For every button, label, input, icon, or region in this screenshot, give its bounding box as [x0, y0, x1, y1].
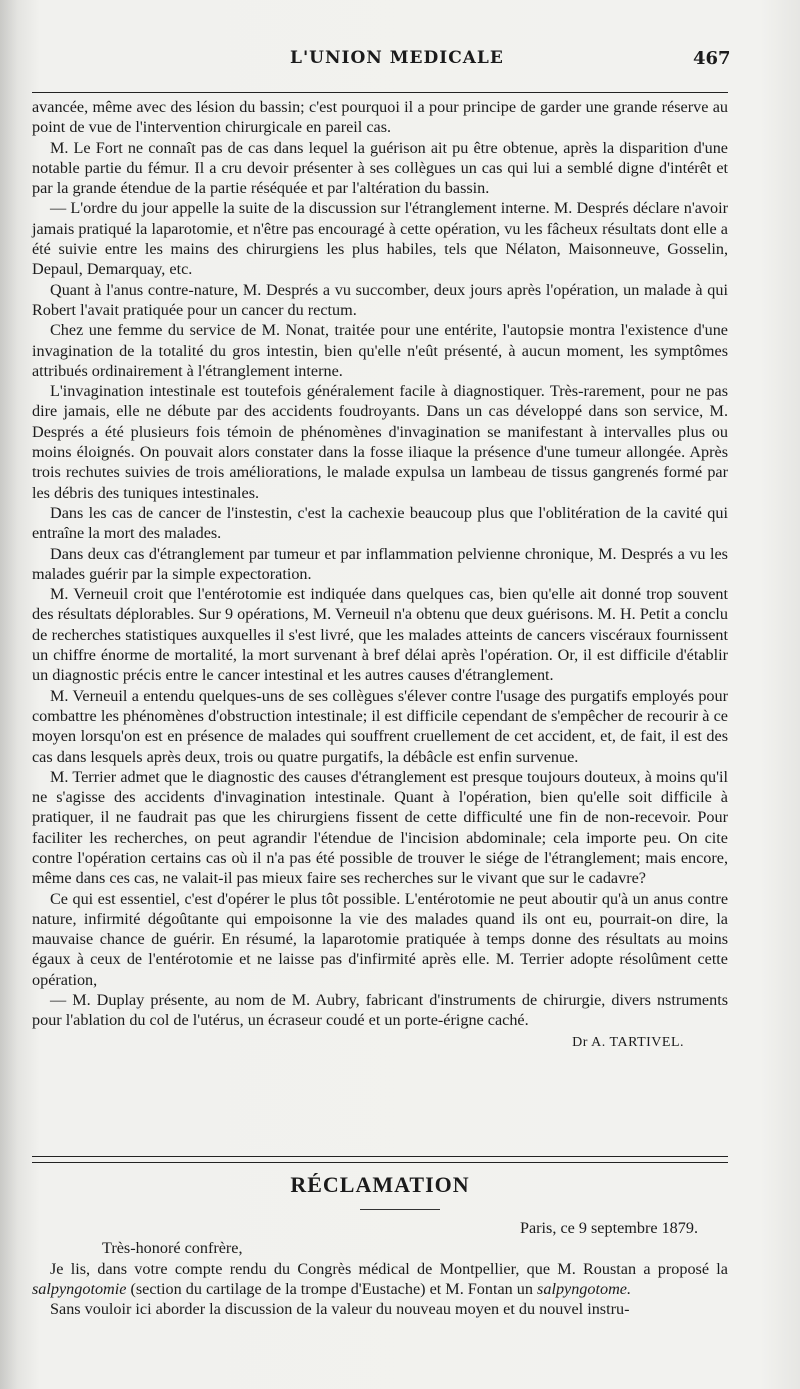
paragraph: L'invagination intestinale est toutefois généralement facile à diagnostiquer. Très-rarement, pour ne pas dire jamais, elle ne débute par des accidents foudroyants. Dans un cas développé dans son service, M. Després a été plusieurs fois témoin de phénomènes d'invagination se manifestant à intervalles plus ou moins éloignés. On pouvait alors constater dans la fosse iliaque la présence d'une tumeur allongée. Après trois rechutes suivies de trois améliorations, le malade expulsa un lambeau de tissus gangrenés formé par les débris des tuniques intestinales.	[32, 382, 728, 502]
title-underline	[360, 1209, 440, 1210]
paragraph: Quant à l'anus contre-nature, M. Després a vu succomber, deux jours après l'opération, un malade à qui Robert l'avait pratiquée pour un cancer du rectum.	[32, 280, 728, 319]
page-number: 467	[693, 48, 731, 69]
paragraph: Dans les cas de cancer de l'instestin, c'est la cachexie beaucoup plus que l'oblitération de la cavité qui entraîne la mort des malades.	[32, 503, 728, 543]
running-title: L'UNION MEDICALE	[290, 48, 504, 68]
paragraph: avancée, même avec des lésion du bassin; c'est pourquoi il a pour principe de garder une grande réserve au point de vue de l'intervention chirurgicale en pareil cas.	[32, 98, 728, 137]
italic-term: salpyngotome.	[537, 1279, 632, 1298]
text-run: Je lis, dans votre compte rendu du Congrès médical de Montpellier, que M. Roustan a proposé la	[50, 1259, 728, 1278]
letter-paragraph	[32, 1259, 728, 1300]
paragraph: Ce qui est essentiel, c'est d'opérer le plus tôt possible. L'entérotomie ne peut aboutir qu'à un anus contre nature, infirmité dégoûtante qui empoisonne la vie des malades quand ils ont eu, pourrait-on dire, la mauvaise chance de guérir. En résumé, la laparotomie pratiquée à temps donne des résultats au moins égaux à ceux de l'entérotomie et ne laisse pas d'infirmité après elle. M. Terrier adopte résolûment cette opération,	[32, 889, 728, 989]
paragraph: M. Verneuil croit que l'entérotomie est indiquée dans quelques cas, bien qu'elle ait donné trop souvent des résultats déplorables. Sur 9 opérations, M. Verneuil n'a obtenu que deux guérisons. M. H. Petit a conclu de recherches statistiques auxquelles il s'est livré, que les malades atteints de cancers viscéraux fournissent un chiffre énorme de mortalité, la mort survenant à bref délai après l'opération. Or, il est difficile d'établir un diagnostic précis entre le cancer intestinal et les autres causes d'étranglement.	[32, 585, 728, 685]
page-header	[0, 48, 800, 78]
header-rule	[32, 92, 728, 93]
paragraph: Chez une femme du service de M. Nonat, traitée pour une entérite, l'autopsie montra l'existence d'une invagination de la totalité du gros intestin, bien qu'elle n'eût présenté, à aucun moment, les symptômes attribués ordinairement à l'étranglement interne.	[32, 321, 728, 380]
paragraph: M. Verneuil a entendu quelques-uns de ses collègues s'élever contre l'usage des purgatifs employés pour combattre les phénomènes d'obstruction intestinale; il est difficile cependant de s'empêcher de recourir à ce moyen lorsqu'on est en présence de malades qui souffrent cruellement de cet accident, et, de fait, il est des cas dans lesquels après deux, trois ou quatre purgatifs, la débâcle est enfin survenue.	[32, 686, 728, 766]
paragraph: M. Le Fort ne connaît pas de cas dans lequel la guérison ait pu être obtenue, après la disparition d'une notable partie du fémur. Il a cru devoir présenter à ses collègues un cas qui lui a semblé digne d'intérêt et par la grande étendue de la partie réséquée et par l'altération du bassin.	[32, 138, 728, 198]
text-run: (section du cartilage de la trompe d'Eustache) et M. Fontan un	[126, 1279, 538, 1298]
letter-body	[32, 1218, 728, 1319]
section-title: RÉCLAMATION	[290, 1172, 470, 1197]
section-divider	[32, 1156, 728, 1163]
italic-term: salpyngotomie	[32, 1279, 127, 1298]
article-body	[32, 97, 728, 1053]
letter-salutation: Très-honoré confrère,	[102, 1239, 243, 1258]
author-signature: Dr A. TARTIVEL.	[572, 1034, 684, 1050]
paragraph: Dans deux cas d'étranglement par tumeur et par inflammation pelvienne chronique, M. Després a vu les malades guérir par la simple expectoration.	[32, 544, 728, 583]
letter-dateline: Paris, ce 9 septembre 1879.	[519, 1219, 698, 1237]
paragraph: M. Terrier admet que le diagnostic des causes d'étranglement est presque toujours douteux, à moins qu'il ne s'agisse des accidents d'invagination intestinale. Quant à l'opération, bien qu'elle soit difficile à pratiquer, il ne faudrait pas que les chirurgiens fissent de cette difficulté une fin de non-recevoir. Pour faciliter les recherches, on peut agrandir l'étendue de l'incision abdominale; cela importe peu. On cite contre l'opération certains cas où il n'a pas été possible de trouver le siége de l'étranglement; mais encore, même dans ces cas, ne valait-il pas mieux faire ses recherches sur le vivant que sur le cadavre?	[32, 767, 728, 888]
paragraph: — L'ordre du jour appelle la suite de la discussion sur l'étranglement interne. M. Després déclare n'avoir jamais pratiqué la laparotomie, et n'être pas encouragé à cette opération, vu les fâcheux résultats dont elle a été suivie entre les mains des chirurgiens les plus habiles, tels que Nélaton, Maisonneuve, Gosselin, Depaul, Demarquay, etc.	[32, 199, 728, 279]
letter-paragraph: Sans vouloir ici aborder la discussion de la valeur du nouveau moyen et du nouvel instru-	[50, 1300, 630, 1319]
paragraph: — M. Duplay présente, au nom de M. Aubry, fabricant d'instruments de chirurgie, divers nstruments pour l'ablation du col de l'utérus, un écraseur coudé et un porte-érigne caché.	[32, 991, 728, 1030]
